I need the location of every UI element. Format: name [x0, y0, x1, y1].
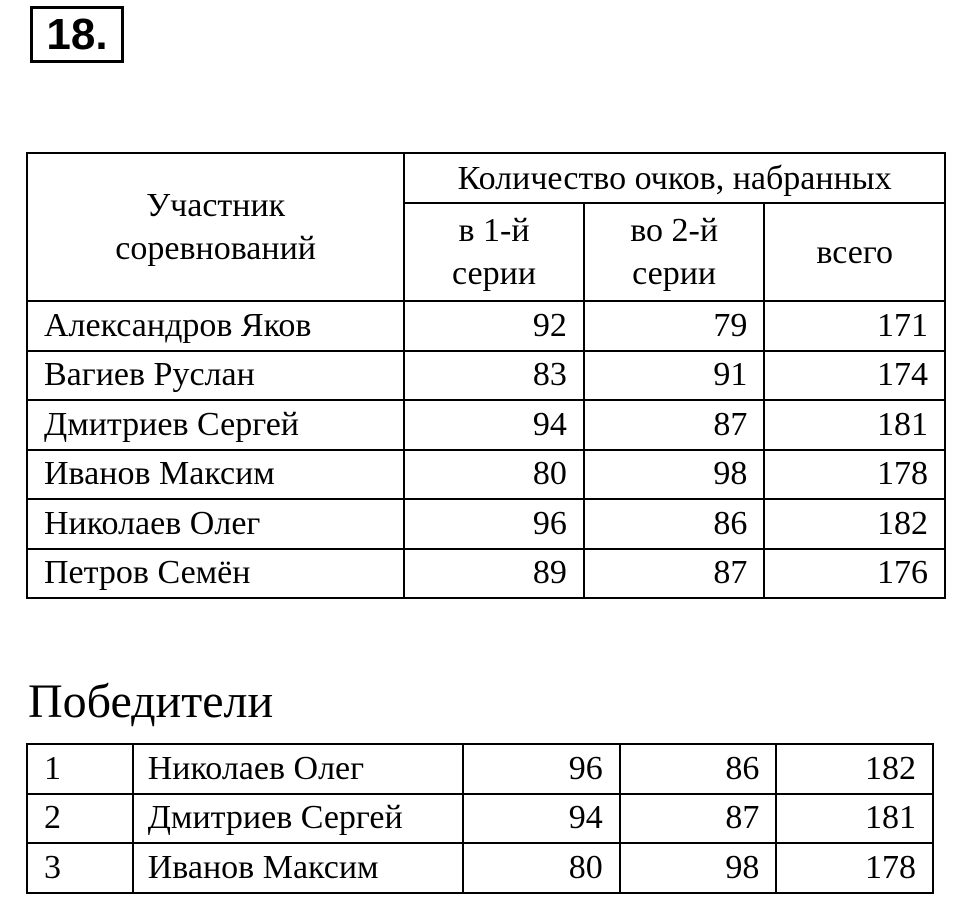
header-participant	[27, 153, 404, 301]
winner-total-points: 182	[776, 744, 933, 794]
header-series2	[584, 203, 765, 301]
winner-series2-points: 86	[620, 744, 777, 794]
header-series1-line2: серии	[452, 255, 537, 292]
series1-points: 92	[404, 301, 584, 351]
winner-total-points: 181	[776, 794, 933, 844]
table-row	[27, 450, 945, 500]
series2-points: 87	[584, 400, 765, 450]
task-number: 18.	[30, 6, 124, 63]
total-points: 171	[764, 301, 945, 351]
participant-name: Александров Яков	[27, 301, 404, 351]
participant-name: Николаев Олег	[27, 499, 404, 549]
winner-name: Дмитриев Сергей	[133, 794, 463, 844]
table-header-row	[27, 153, 945, 203]
total-points: 181	[764, 400, 945, 450]
table-row	[27, 301, 945, 351]
winner-name: Иванов Максим	[133, 843, 463, 893]
winner-row	[27, 794, 933, 844]
header-series1-line1: в 1-й	[458, 212, 530, 249]
header-series2-line1: во 2-й	[630, 212, 719, 249]
winner-series2-points: 98	[620, 843, 777, 893]
winner-name: Николаев Олег	[133, 744, 463, 794]
winner-series2-points: 87	[620, 794, 777, 844]
header-total: всего	[764, 203, 945, 301]
winner-place: 2	[27, 794, 133, 844]
series1-points: 80	[404, 450, 584, 500]
table-row	[27, 549, 945, 599]
winners-title: Победители	[28, 675, 274, 728]
table-row	[27, 351, 945, 401]
winner-total-points: 178	[776, 843, 933, 893]
series1-points: 89	[404, 549, 584, 599]
header-points-group: Количество очков, набранных	[404, 153, 945, 203]
header-participant-line1: Участник	[146, 187, 286, 224]
series2-points: 91	[584, 351, 765, 401]
series1-points: 96	[404, 499, 584, 549]
winner-row	[27, 843, 933, 893]
total-points: 174	[764, 351, 945, 401]
header-participant-line2: соревнований	[115, 230, 316, 267]
table-row	[27, 400, 945, 450]
participant-name: Иванов Максим	[27, 450, 404, 500]
winner-row	[27, 744, 933, 794]
participant-name: Петров Семён	[27, 549, 404, 599]
series2-points: 79	[584, 301, 765, 351]
header-series2-line2: серии	[632, 255, 717, 292]
winner-series1-points: 94	[463, 794, 620, 844]
series2-points: 87	[584, 549, 765, 599]
participant-name: Вагиев Руслан	[27, 351, 404, 401]
series1-points: 83	[404, 351, 584, 401]
series2-points: 86	[584, 499, 765, 549]
winner-series1-points: 96	[463, 744, 620, 794]
total-points: 176	[764, 549, 945, 599]
results-table	[26, 152, 946, 599]
total-points: 182	[764, 499, 945, 549]
series2-points: 98	[584, 450, 765, 500]
participant-name: Дмитриев Сергей	[27, 400, 404, 450]
winner-place: 1	[27, 744, 133, 794]
table-row	[27, 499, 945, 549]
total-points: 178	[764, 450, 945, 500]
series1-points: 94	[404, 400, 584, 450]
winners-table	[26, 743, 934, 894]
winner-series1-points: 80	[463, 843, 620, 893]
header-series1	[404, 203, 584, 301]
winner-place: 3	[27, 843, 133, 893]
